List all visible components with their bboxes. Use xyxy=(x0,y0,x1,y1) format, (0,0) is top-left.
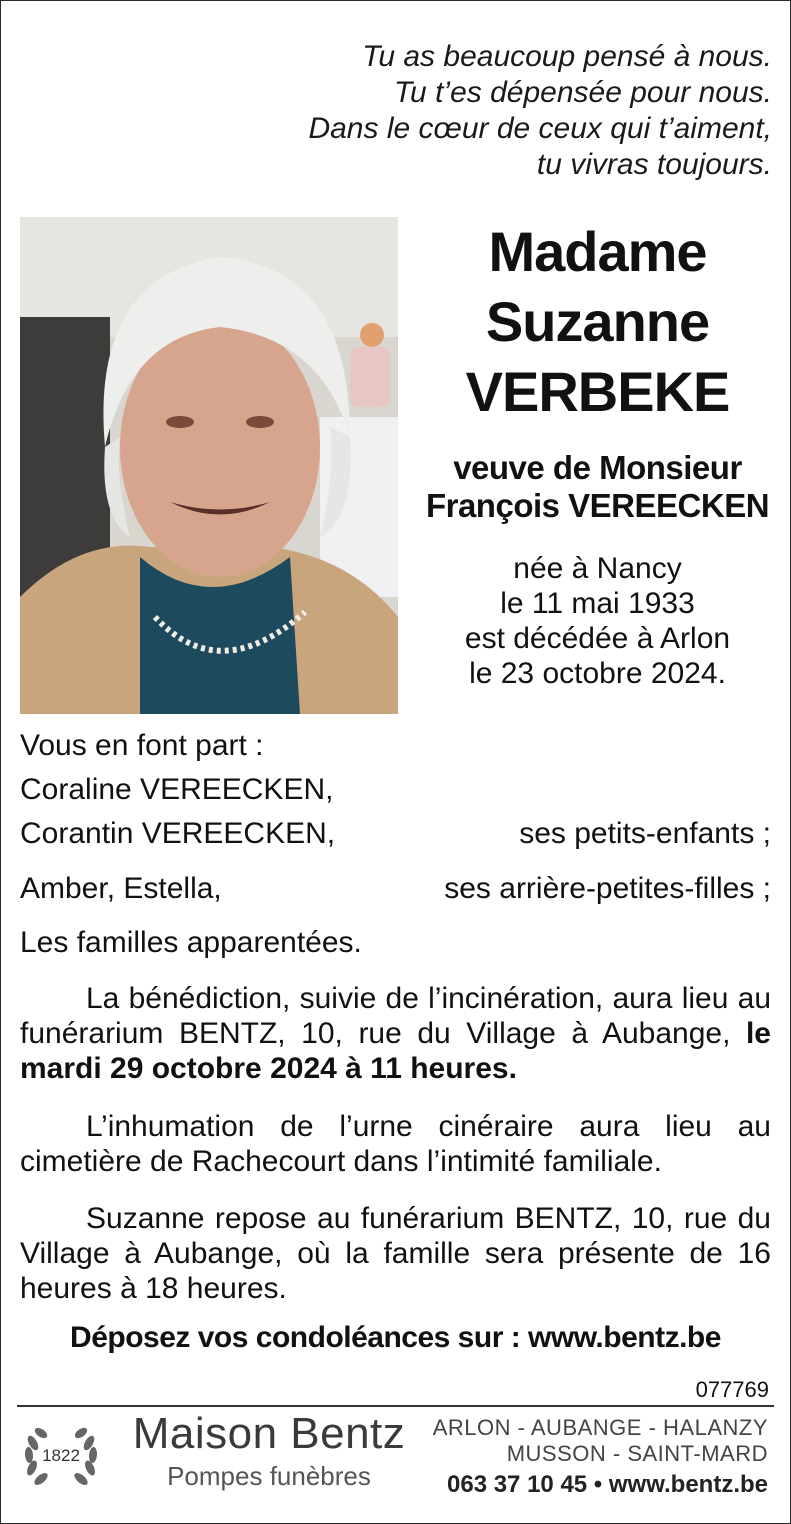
widow-line: François VEREECKEN xyxy=(425,487,770,524)
birth-place: née à Nancy xyxy=(513,552,682,585)
name-block xyxy=(403,217,791,691)
family-intro: Vous en font part : xyxy=(20,729,264,762)
brand-block xyxy=(123,1409,415,1491)
brand-name: Maison Bentz xyxy=(132,1409,406,1458)
widow-line: veuve de Monsieur xyxy=(453,449,742,486)
birth-death-info xyxy=(403,551,791,691)
footer-divider xyxy=(17,1405,774,1407)
cities-line: MUSSON - SAINT-MARD xyxy=(506,1441,768,1466)
great-grandchildren-names: Amber, Estella, xyxy=(20,872,222,905)
brand-subtitle: Pompes funèbres xyxy=(167,1461,371,1491)
contact-line: 063 37 10 45 • www.bentz.be xyxy=(447,1471,768,1498)
poem xyxy=(308,39,772,183)
condolences-line: Déposez vos condoléances sur : www.bentz.be xyxy=(70,1321,721,1354)
cities-line: ARLON - AUBANGE - HALANZY xyxy=(432,1415,768,1440)
blessing-paragraph xyxy=(20,981,771,1086)
grandchild-name: Corantin VEREECKEN, xyxy=(20,817,336,850)
grandchild-row xyxy=(20,816,771,852)
seal-year: 1822 xyxy=(42,1446,80,1465)
death-date: le 23 octobre 2024. xyxy=(469,657,726,690)
relatives-line: Les familles apparentées. xyxy=(20,926,362,959)
deceased-first-name: Suzanne xyxy=(485,290,710,353)
blessing-date: le mardi 29 octobre 2024 à 11 heures. xyxy=(20,1017,771,1085)
blessing-text: La bénédiction, suivie de l’incinération, aura lieu au funérarium BENTZ, 10, rue du Village à Aubange, xyxy=(20,982,771,1050)
laurel-seal-icon xyxy=(19,1413,103,1497)
portrait-photo xyxy=(20,217,398,714)
grandchild-name: Coraline VEREECKEN, xyxy=(20,773,334,806)
birth-date: le 11 mai 1933 xyxy=(500,587,695,620)
great-grandchildren-row xyxy=(20,871,771,907)
cities-list xyxy=(433,1415,768,1467)
relation-label: ses petits-enfants ; xyxy=(519,817,771,850)
poem-line: Dans le cœur de ceux qui t’aiment, xyxy=(308,112,772,145)
poem-line: Tu as beaucoup pensé à nous. xyxy=(362,40,772,73)
poem-line: tu vivras toujours. xyxy=(536,148,772,181)
rest-paragraph: Suzanne repose au funérarium BENTZ, 10, rue du Village à Aubange, où la famille sera présente de 16 heures à 18 heures. xyxy=(20,1202,771,1305)
poem-line: Tu t’es dépensée pour nous. xyxy=(393,76,772,109)
reference-number: 077769 xyxy=(695,1377,769,1402)
widow-of xyxy=(403,449,791,525)
death-place: est décédée à Arlon xyxy=(464,622,731,655)
deceased-title: Madame xyxy=(488,220,707,283)
relation-label: ses arrière-petites-filles ; xyxy=(444,872,771,905)
burial-paragraph: L’inhumation de l’urne cinéraire aura lieu au cimetière de Rachecourt dans l’intimité familiale. xyxy=(20,1110,771,1178)
deceased-last-name: VERBEKE xyxy=(465,360,730,423)
